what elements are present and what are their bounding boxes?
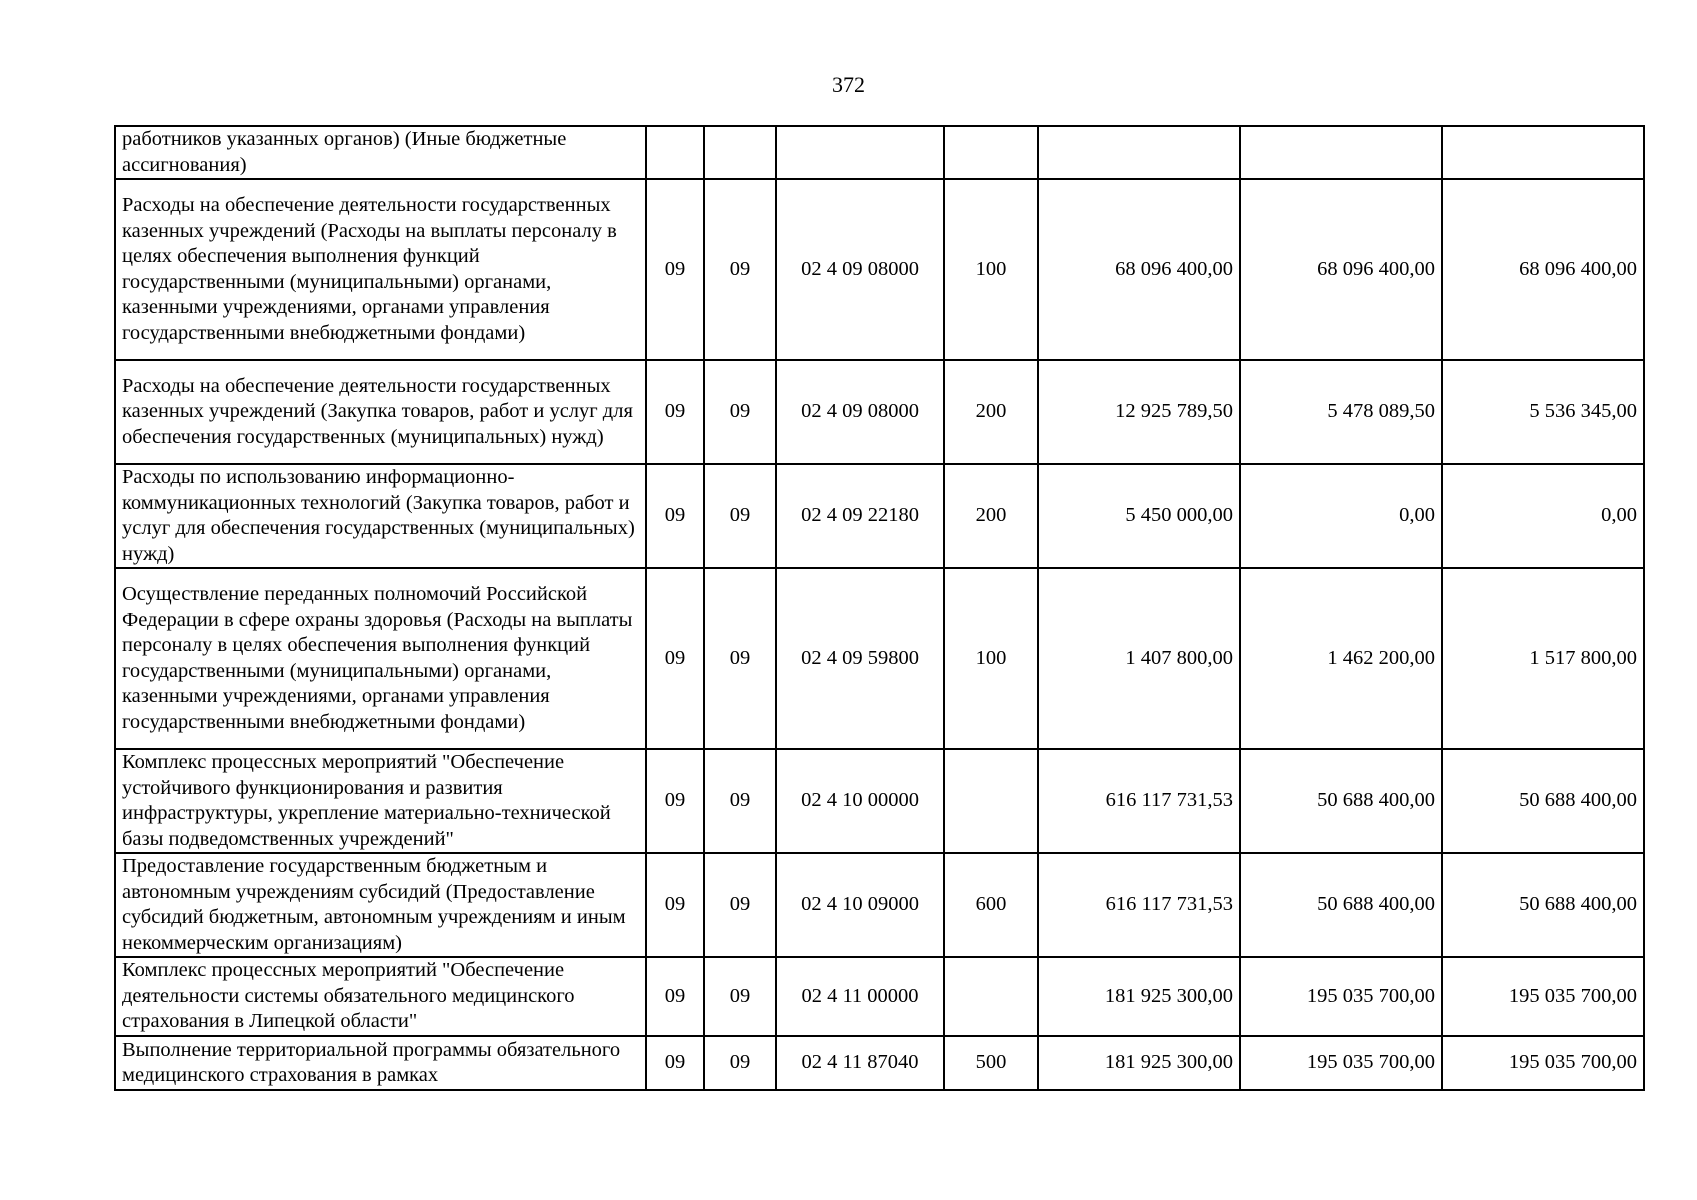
- expense-type-cell: 100: [944, 179, 1038, 360]
- section-cell: [646, 126, 704, 179]
- row-name-cell: Выполнение территориальной программы обязательного медицинского страхования в рамках: [115, 1036, 646, 1090]
- budget-table-body: [115, 126, 1644, 1090]
- row-name-cell: Предоставление государственным бюджетным и автономным учреждениям субсидий (Предоставление субсидий бюджетным, автономным учреждениям и иным некоммерческим организациям): [115, 853, 646, 957]
- section-cell: 09: [646, 360, 704, 464]
- expense-type-cell: 600: [944, 853, 1038, 957]
- target-article-cell: 02 4 10 00000: [776, 749, 944, 853]
- amount-year-1-cell: [1038, 126, 1240, 179]
- table-row: [115, 1036, 1644, 1090]
- subsection-cell: 09: [704, 957, 776, 1036]
- amount-year-1-cell: 12 925 789,50: [1038, 360, 1240, 464]
- target-article-cell: 02 4 09 59800: [776, 568, 944, 749]
- expense-type-cell: [944, 957, 1038, 1036]
- expense-type-cell: [944, 749, 1038, 853]
- target-article-cell: 02 4 10 09000: [776, 853, 944, 957]
- amount-year-3-cell: 68 096 400,00: [1442, 179, 1644, 360]
- row-name-cell: работников указанных органов) (Иные бюджетные ассигнования): [115, 126, 646, 179]
- amount-year-3-cell: 50 688 400,00: [1442, 853, 1644, 957]
- amount-year-3-cell: [1442, 126, 1644, 179]
- amount-year-2-cell: 68 096 400,00: [1240, 179, 1442, 360]
- amount-year-1-cell: 181 925 300,00: [1038, 957, 1240, 1036]
- amount-year-2-cell: 0,00: [1240, 464, 1442, 568]
- section-cell: 09: [646, 957, 704, 1036]
- amount-year-3-cell: 1 517 800,00: [1442, 568, 1644, 749]
- section-cell: 09: [646, 179, 704, 360]
- amount-year-1-cell: 5 450 000,00: [1038, 464, 1240, 568]
- amount-year-1-cell: 1 407 800,00: [1038, 568, 1240, 749]
- target-article-cell: [776, 126, 944, 179]
- table-row: [115, 749, 1644, 853]
- expense-type-cell: [944, 126, 1038, 179]
- amount-year-2-cell: 50 688 400,00: [1240, 749, 1442, 853]
- budget-table: [114, 125, 1645, 1091]
- page-number: 372: [832, 72, 865, 97]
- amount-year-2-cell: [1240, 126, 1442, 179]
- section-cell: 09: [646, 1036, 704, 1090]
- section-cell: 09: [646, 749, 704, 853]
- subsection-cell: 09: [704, 853, 776, 957]
- target-article-cell: 02 4 09 22180: [776, 464, 944, 568]
- subsection-cell: 09: [704, 749, 776, 853]
- amount-year-2-cell: 50 688 400,00: [1240, 853, 1442, 957]
- expense-type-cell: 500: [944, 1036, 1038, 1090]
- section-cell: 09: [646, 853, 704, 957]
- expense-type-cell: 100: [944, 568, 1038, 749]
- subsection-cell: 09: [704, 179, 776, 360]
- amount-year-1-cell: 68 096 400,00: [1038, 179, 1240, 360]
- section-cell: 09: [646, 464, 704, 568]
- amount-year-1-cell: 181 925 300,00: [1038, 1036, 1240, 1090]
- target-article-cell: 02 4 11 00000: [776, 957, 944, 1036]
- row-name-cell: Комплекс процессных мероприятий "Обеспечение устойчивого функционирования и развития инфраструктуры, укрепление материально-технической базы подведомственных учреждений": [115, 749, 646, 853]
- row-name-cell: Расходы на обеспечение деятельности государственных казенных учреждений (Расходы на выплаты персоналу в целях обеспечения выполнения функций государственными (муниципальными) органами, казенными учреждениями, органами управления государственными внебюджетными фондами): [115, 179, 646, 360]
- amount-year-1-cell: 616 117 731,53: [1038, 749, 1240, 853]
- table-row: [115, 568, 1644, 749]
- subsection-cell: 09: [704, 360, 776, 464]
- amount-year-3-cell: 5 536 345,00: [1442, 360, 1644, 464]
- amount-year-3-cell: 195 035 700,00: [1442, 1036, 1644, 1090]
- amount-year-2-cell: 195 035 700,00: [1240, 957, 1442, 1036]
- expense-type-cell: 200: [944, 464, 1038, 568]
- expense-type-cell: 200: [944, 360, 1038, 464]
- amount-year-3-cell: 50 688 400,00: [1442, 749, 1644, 853]
- amount-year-2-cell: 5 478 089,50: [1240, 360, 1442, 464]
- table-row: [115, 179, 1644, 360]
- row-name-cell: Расходы на обеспечение деятельности государственных казенных учреждений (Закупка товаров, работ и услуг для обеспечения государственных (муниципальных) нужд): [115, 360, 646, 464]
- table-row: [115, 126, 1644, 179]
- section-cell: 09: [646, 568, 704, 749]
- subsection-cell: [704, 126, 776, 179]
- subsection-cell: 09: [704, 568, 776, 749]
- table-row: [115, 853, 1644, 957]
- amount-year-2-cell: 195 035 700,00: [1240, 1036, 1442, 1090]
- target-article-cell: 02 4 09 08000: [776, 179, 944, 360]
- table-row: [115, 464, 1644, 568]
- table-row: [115, 360, 1644, 464]
- amount-year-2-cell: 1 462 200,00: [1240, 568, 1442, 749]
- amount-year-3-cell: 195 035 700,00: [1442, 957, 1644, 1036]
- target-article-cell: 02 4 11 87040: [776, 1036, 944, 1090]
- row-name-cell: Расходы по использованию информационно-коммуникационных технологий (Закупка товаров, работ и услуг для обеспечения государственных (муниципальных) нужд): [115, 464, 646, 568]
- amount-year-1-cell: 616 117 731,53: [1038, 853, 1240, 957]
- subsection-cell: 09: [704, 1036, 776, 1090]
- row-name-cell: Комплекс процессных мероприятий "Обеспечение деятельности системы обязательного медицинского страхования в Липецкой области": [115, 957, 646, 1036]
- subsection-cell: 09: [704, 464, 776, 568]
- table-row: [115, 957, 1644, 1036]
- row-name-cell: Осуществление переданных полномочий Российской Федерации в сфере охраны здоровья (Расходы на выплаты персоналу в целях обеспечения выполнения функций государственными (муниципальными) органами, казенными учреждениями, органами управления государственными внебюджетными фондами): [115, 568, 646, 749]
- target-article-cell: 02 4 09 08000: [776, 360, 944, 464]
- amount-year-3-cell: 0,00: [1442, 464, 1644, 568]
